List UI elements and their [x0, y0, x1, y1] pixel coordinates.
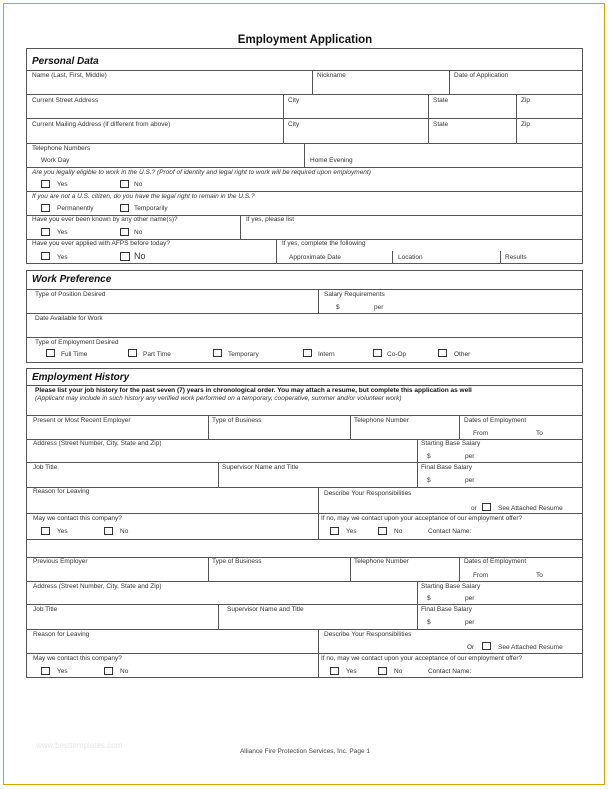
applied-before-question: Have you ever applied with AFPS before today?: [32, 240, 171, 247]
results-label: Results: [505, 254, 527, 261]
salary-requirements-label: Salary Requirements: [324, 291, 385, 298]
legal-no-checkbox[interactable]: [120, 180, 129, 188]
address-2-label: Address (Street Number, City, State and Zip): [33, 583, 162, 590]
mailing-zip-label: Zip: [521, 121, 531, 128]
employment-type-label: Type of Employment Desired: [35, 339, 119, 346]
contact-2-yes-checkbox[interactable]: [41, 667, 50, 675]
offer-1-no-label: No: [394, 528, 403, 535]
if-yes-list-label: If yes, please list: [246, 216, 295, 223]
other-name-no-checkbox[interactable]: [120, 228, 129, 236]
dates-2-label: Dates of Employment: [464, 558, 527, 565]
contact-offer-1-question: If no, may we contact upon your acceptance of our employment offer?: [321, 515, 523, 522]
starting-salary-1-label: Starting Base Salary: [421, 440, 481, 447]
other-checkbox[interactable]: [438, 349, 447, 357]
final-salary-1-label: Final Base Salary: [421, 464, 472, 471]
work-day-label: Work Day: [41, 157, 70, 164]
reason-leaving-1-label: Reason for Leaving: [33, 488, 90, 495]
full-time-label: Full Time: [61, 351, 88, 358]
supervisor-1-label: Supervisor Name and Title: [222, 464, 299, 471]
responsibilities-1-label: Describe Your Responsibilities: [324, 490, 412, 497]
contact-name-1-label: Contact Name:: [428, 528, 472, 535]
contact-company-1-question: May we contact this company?: [33, 515, 122, 522]
permanently-label: Permanently: [57, 205, 94, 212]
salary-dollar: $: [336, 304, 340, 311]
job-title-1-label: Job Title: [33, 464, 58, 471]
attached-resume-1-checkbox[interactable]: [482, 503, 491, 511]
phone-1-label: Telephone Number: [354, 417, 409, 424]
to-1-label: To: [536, 430, 543, 437]
other-name-question: Have you ever been known by any other name(s)?: [32, 216, 178, 223]
page-footer: Alliance Fire Protection Services, Inc. Page 1: [239, 748, 371, 755]
intern-label: Intern: [318, 351, 335, 358]
telephone-numbers-label: Telephone Numbers: [32, 145, 91, 152]
zip-label: Zip: [521, 97, 531, 104]
legal-eligibility-question: Are you legally eligible to work in the U.S.? (Proof of identity and legal right to work will be required upon employment): [32, 169, 371, 176]
contact-1-yes-checkbox[interactable]: [41, 527, 50, 535]
offer-1-no-checkbox[interactable]: [378, 527, 387, 535]
business-1-label: Type of Business: [212, 417, 262, 424]
legal-yes-label: Yes: [57, 181, 68, 188]
legal-no-label: No: [134, 181, 143, 188]
section-title-history: Employment History: [32, 372, 130, 383]
permanently-checkbox[interactable]: [41, 204, 50, 212]
form-title: Employment Application: [237, 34, 373, 46]
mailing-city-label: City: [288, 121, 300, 128]
approximate-date-label: Approximate Date: [289, 254, 342, 261]
job-title-2-label: Job Title: [33, 606, 58, 613]
responsibilities-2-label: Describe Your Responsibilities: [324, 631, 412, 638]
contact-1-no-checkbox[interactable]: [104, 527, 113, 535]
employer-1-label: Present or Most Recent Employer: [33, 417, 131, 424]
if-yes-complete-label: If yes, complete the following: [282, 240, 366, 247]
applied-no-label: No: [134, 251, 146, 261]
offer-2-no-label: No: [394, 668, 403, 675]
from-2-label: From: [473, 572, 489, 579]
temporary-checkbox[interactable]: [213, 349, 222, 357]
other-label: Other: [454, 351, 471, 358]
address-1-label: Address (Street Number, City, State and Zip): [33, 440, 162, 447]
reason-leaving-2-label: Reason for Leaving: [33, 631, 90, 638]
name-label: Name (Last, First, Middle): [32, 72, 107, 79]
contact-2-no-checkbox[interactable]: [104, 667, 113, 675]
contact-company-2-question: May we contact this company?: [33, 655, 122, 662]
offer-1-yes-checkbox[interactable]: [330, 527, 339, 535]
applied-yes-checkbox[interactable]: [41, 252, 50, 260]
final-salary-2-label: Final Base Salary: [421, 606, 472, 613]
attached-resume-2-label: See Attached Resume: [498, 644, 563, 651]
to-2-label: To: [536, 572, 543, 579]
applied-no-checkbox[interactable]: [120, 252, 130, 261]
from-1-label: From: [473, 430, 489, 437]
offer-1-yes-label: Yes: [346, 528, 357, 535]
mailing-state-label: State: [433, 121, 449, 128]
supervisor-2-label: Supervisor Name and Title: [227, 606, 304, 613]
intern-checkbox[interactable]: [303, 349, 312, 357]
nickname-label: Nickname: [317, 72, 346, 79]
contact-offer-2-question: If no, may we contact upon your acceptance of our employment offer?: [321, 655, 523, 662]
date-available-label: Date Available for Work: [35, 315, 103, 322]
temporarily-checkbox[interactable]: [120, 204, 129, 212]
offer-2-no-checkbox[interactable]: [378, 667, 387, 675]
offer-2-yes-label: Yes: [346, 668, 357, 675]
contact-1-yes-label: Yes: [57, 528, 68, 535]
final-salary-2-dollar: $: [427, 619, 431, 626]
position-desired-label: Type of Position Desired: [35, 291, 106, 298]
salary-per: per: [374, 304, 384, 311]
section-title-personal: Personal Data: [32, 56, 99, 67]
final-salary-1-per: per: [465, 477, 475, 484]
other-name-yes-checkbox[interactable]: [41, 228, 50, 236]
other-name-yes-label: Yes: [57, 229, 68, 236]
temporary-label: Temporary: [228, 351, 259, 358]
or-1-label: or: [471, 505, 477, 512]
city-label: City: [288, 97, 300, 104]
part-time-checkbox[interactable]: [128, 349, 137, 357]
location-label: Location: [398, 254, 423, 261]
co-op-checkbox[interactable]: [373, 349, 382, 357]
state-label: State: [433, 97, 449, 104]
starting-salary-2-label: Starting Base Salary: [421, 583, 481, 590]
watermark: www.besttemplates.com: [36, 741, 123, 750]
full-time-checkbox[interactable]: [46, 349, 55, 357]
attached-resume-1-label: See Attached Resume: [498, 505, 563, 512]
co-op-label: Co-Op: [387, 351, 407, 358]
date-of-application-label: Date of Application: [454, 72, 509, 79]
dates-1-label: Dates of Employment: [464, 417, 527, 424]
temporarily-label: Temporarily: [134, 205, 168, 212]
applied-yes-label: Yes: [57, 254, 68, 261]
section-title-work: Work Preference: [32, 274, 112, 285]
attached-resume-2-checkbox[interactable]: [482, 642, 491, 650]
phone-2-label: Telephone Number: [354, 558, 409, 565]
history-instructions-note: (Applicant may include in such history any verified work performed on a temporary, cooperative, summer and/or volunteer work): [35, 395, 402, 402]
starting-salary-1-per: per: [465, 453, 475, 460]
starting-salary-2-dollar: $: [427, 595, 431, 602]
or-2-label: Or: [467, 644, 475, 651]
citizen-question: If you are not a U.S. citizen, do you have the legal right to remain in the U.S.?: [32, 193, 255, 200]
history-instructions: Please list your job history for the past seven (7) years in chronological order. You may attach a resume, but complete this application as well: [35, 387, 472, 394]
business-2-label: Type of Business: [212, 558, 262, 565]
mailing-address-label: Current Mailing Address (if different from above): [32, 121, 171, 128]
final-salary-1-dollar: $: [427, 477, 431, 484]
contact-name-2-label: Contact Name:: [428, 668, 472, 675]
legal-yes-checkbox[interactable]: [41, 180, 50, 188]
final-salary-2-per: per: [465, 619, 475, 626]
starting-salary-2-per: per: [465, 595, 475, 602]
starting-salary-1-dollar: $: [427, 453, 431, 460]
contact-2-no-label: No: [120, 668, 129, 675]
street-address-label: Current Street Address: [32, 97, 99, 104]
employer-2-label: Previous Employer: [33, 558, 88, 565]
home-evening-label: Home Evening: [310, 157, 353, 164]
contact-2-yes-label: Yes: [57, 668, 68, 675]
part-time-label: Part Time: [143, 351, 171, 358]
contact-1-no-label: No: [120, 528, 129, 535]
other-name-no-label: No: [134, 229, 143, 236]
offer-2-yes-checkbox[interactable]: [330, 667, 339, 675]
